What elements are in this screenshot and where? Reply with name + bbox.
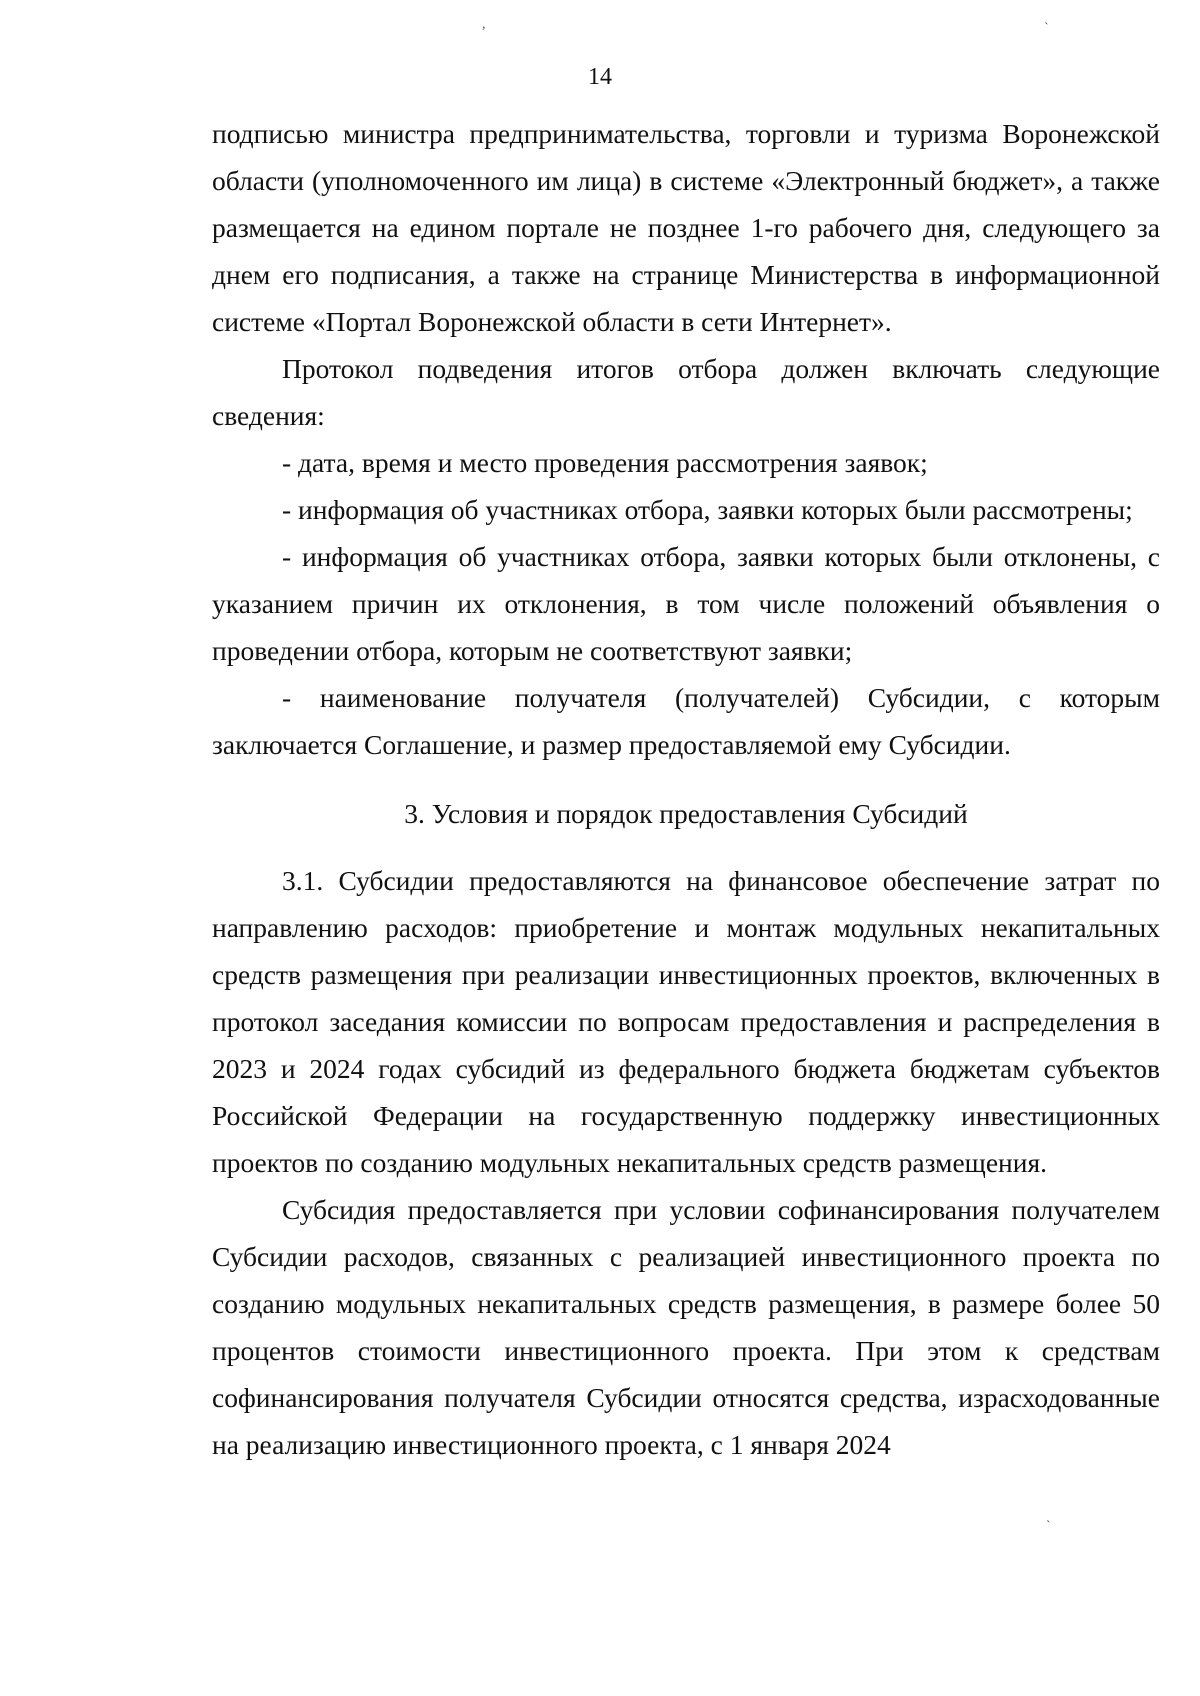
paragraph: подписью министра предпринимательства, торговли и туризма Воронежской области (уполномоченного им лица) в системе «Электронный бюджет», а также размещается на едином портале не позднее 1-го рабочего дня, следующего за днем его подписания, а также на странице Министерства в информационной системе «Портал Воронежской области в сети Интернет». — [212, 118, 1160, 337]
paragraph: 3.1. Субсидии предоставляются на финансовое обеспечение затрат по направлению расходов: приобретение и монтаж модульных некапитальных средств размещения при реализации инвестиционных проектов, включенных в протокол заседания комиссии по вопросам предоставления и распределения в 2023 и 2024 годах субсидий из федерального бюджета бюджетам субъектов Российской Федерации на государственную поддержку инвестиционных проектов по созданию модульных некапитальных средств размещения. — [212, 865, 1160, 1178]
list-item: - наименование получателя (получателей) Субсидии, с которым заключается Соглашение, и размер предоставляемой ему Субсидии. — [212, 682, 1160, 760]
paragraph: Протокол подведения итогов отбора должен включать следующие сведения: — [212, 353, 1160, 431]
list-item: - дата, время и место проведения рассмотрения заявок; — [282, 447, 928, 478]
scan-speck: ` — [1044, 21, 1049, 36]
scan-speck: ` — [1046, 1519, 1051, 1534]
paragraph: Субсидия предоставляется при условии софинансирования получателем Субсидии расходов, связанных с реализацией инвестиционного проекта по созданию модульных некапитальных средств размещения, в размере более 50 процентов стоимости инвестиционного проекта. При этом к средствам софинансирования получателя Субсидии относятся средства, израсходованные на реализацию инвестиционного проекта, с 1 января 2024 — [212, 1194, 1160, 1460]
document-body — [212, 110, 1160, 1468]
list-item: - информация об участниках отбора, заявки которых были рассмотрены; — [282, 494, 1133, 525]
page-number: 14 — [588, 64, 612, 90]
list-item: - информация об участниках отбора, заявки которых были отклонены, с указанием причин их отклонения, в том числе положений объявления о проведении отбора, которым не соответствуют заявки; — [212, 541, 1160, 666]
section-heading: 3. Условия и порядок предоставления Субсидий — [404, 798, 968, 829]
scan-speck: , — [482, 17, 486, 32]
